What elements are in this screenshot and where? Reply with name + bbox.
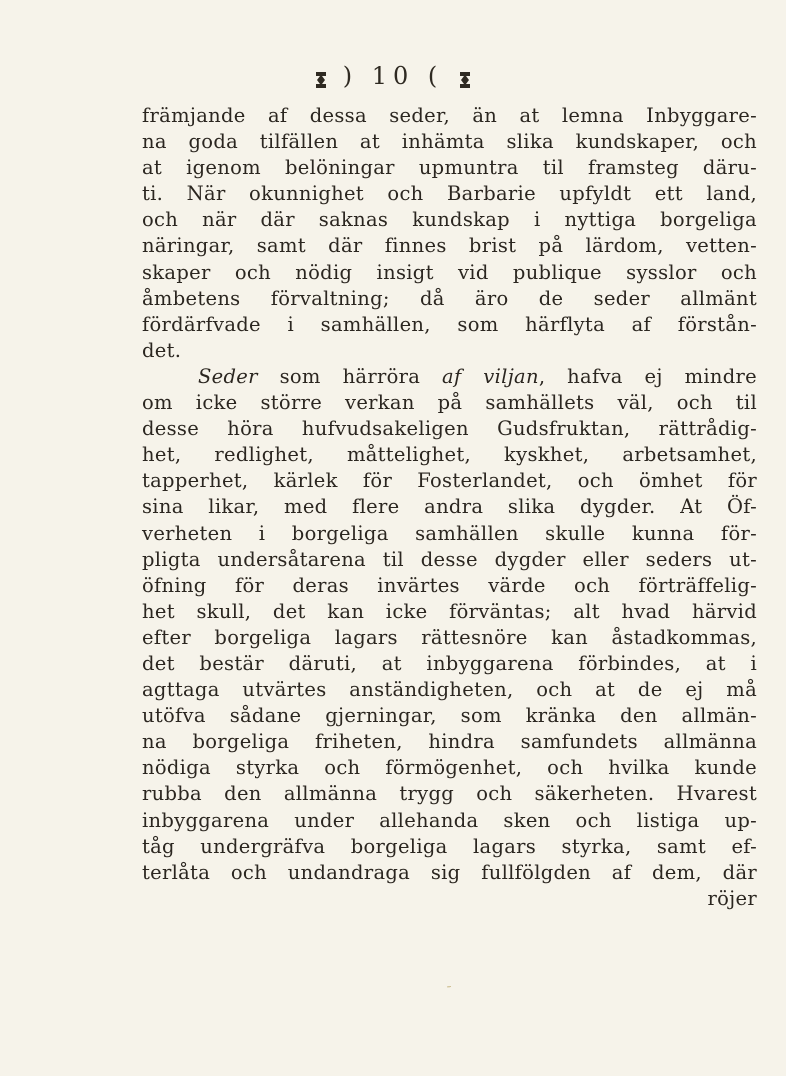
text-line: efter borgeliga lagars rättesnöre kan åstadkommas, xyxy=(142,625,757,649)
text-line: skaper och nödig insigt vid publique sysslor och xyxy=(142,260,757,284)
catchword: röjer xyxy=(707,886,757,910)
right-bracket: ( xyxy=(427,62,444,90)
text-line: pligta undersåtarena til desse dygder eller seders ut- xyxy=(142,547,757,571)
text-line: na borgeliga friheten, hindra samfundets allmänna xyxy=(142,730,757,754)
text-line: het, redlighet, måttelighet, kyskhet, arbetsamhet, xyxy=(142,443,757,467)
text-line: fördärfvade i samhällen, som härflyta af förstån- xyxy=(142,312,757,336)
page-header xyxy=(0,62,786,90)
line-text: , hafva ej mindre xyxy=(538,364,758,388)
text-line: rubba den allmänna trygg och säkerheten. Hvarest xyxy=(142,782,757,806)
text-line: sina likar, med flere andra slika dygder. At Öf- xyxy=(142,495,757,519)
text-line: det bestär däruti, at inbyggarena förbindes, at i xyxy=(142,651,757,675)
text-line: tapperhet, kärlek för Fosterlandet, och ömhet för xyxy=(142,469,757,493)
text-line: åmbetens förvaltning; då äro de seder allmänt xyxy=(142,286,757,310)
text-line: terlåta och undandraga sig fullfölgden af dem, där xyxy=(142,860,757,884)
line-text: som härröra xyxy=(257,364,443,388)
left-ornament-icon xyxy=(313,68,329,88)
printer-mark: ‴ xyxy=(447,985,452,994)
text-line: ti. När okunnighet och Barbarie upfyldt ett land, xyxy=(142,182,757,206)
right-ornament-icon xyxy=(457,68,473,88)
text-line: tåg undergräfva borgeliga lagars styrka, samt ef- xyxy=(142,834,757,858)
text-line: om icke större verkan på samhällets väl, och til xyxy=(142,391,757,415)
italic-phrase: af viljan xyxy=(442,364,539,388)
text-line: desse höra hufvudsakeligen Gudsfruktan, rättrådig- xyxy=(142,417,757,441)
text-line: öfning för deras invärtes värde och förträffelig- xyxy=(142,573,757,597)
page-number: 10 xyxy=(371,62,415,90)
text-line: utöfva sådane gjerningar, som kränka den allmän- xyxy=(142,704,757,728)
text-line: at igenom belöningar upmuntra til framsteg däru- xyxy=(142,156,757,180)
text-line: nödiga styrka och förmögenhet, och hvilka kunde xyxy=(142,756,757,780)
text-line: det. xyxy=(142,338,182,362)
text-line: och när där saknas kundskap i nyttiga borgeliga xyxy=(142,208,757,232)
text-line: inbyggarena under allehanda sken och listiga up- xyxy=(142,808,757,832)
text-line: na goda tilfällen at inhämta slika kundskaper, och xyxy=(142,130,757,154)
paragraph-start-line xyxy=(142,364,757,390)
text-line: näringar, samt där finnes brist på lärdom, vetten- xyxy=(142,234,757,258)
text-line: het skull, det kan icke förväntas; alt hvad härvid xyxy=(142,599,757,623)
italic-term: Seder xyxy=(198,364,258,388)
text-line: främjande af dessa seder, än at lemna Inbyggare- xyxy=(142,104,757,127)
body-text xyxy=(142,103,757,912)
text-line: agttaga utvärtes anständigheten, och at de ej må xyxy=(142,678,757,702)
text-line: verheten i borgeliga samhällen skulle kunna för- xyxy=(142,521,757,545)
left-bracket: ) xyxy=(342,62,359,90)
